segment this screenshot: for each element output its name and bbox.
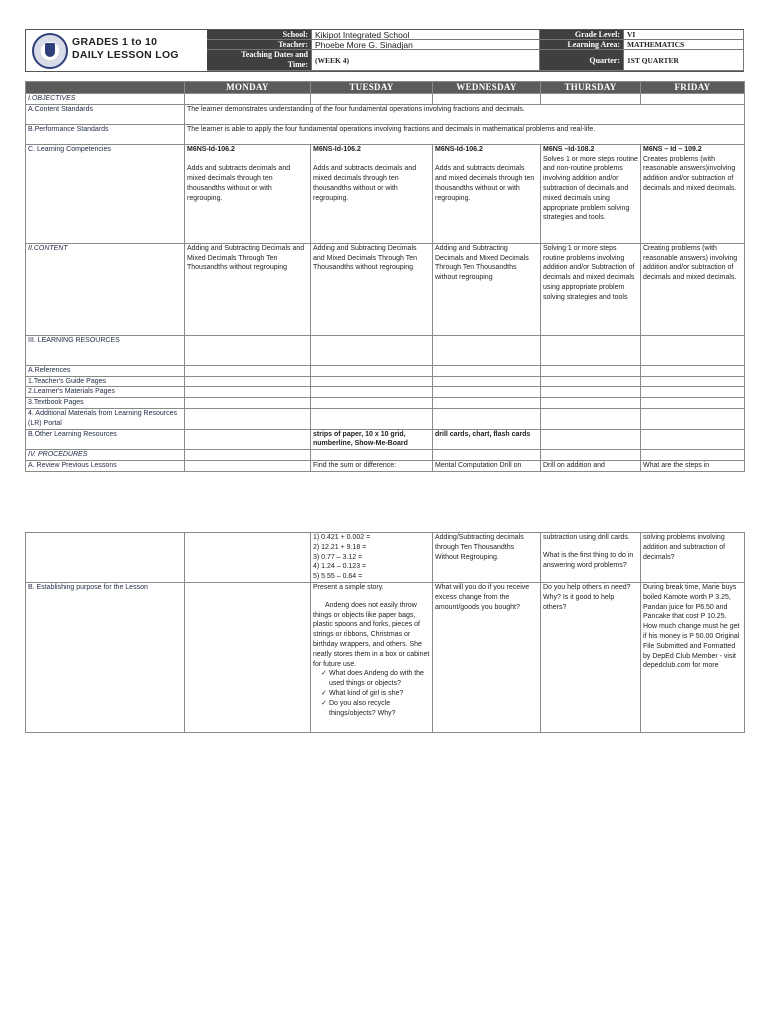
content-wednesday: Adding and Subtracting Decimals and Mixed Decimals Through Ten Thousandths without regrouping: [433, 243, 541, 335]
review-item: 1) 0.421 + 0.002 =: [313, 534, 371, 541]
header-info-grid: [207, 30, 744, 71]
review-item: 3) 0.77 – 3.12 =: [313, 553, 363, 561]
title-line-1: GRADES 1 to 10: [72, 36, 158, 48]
content-row: [26, 243, 745, 335]
competency-friday: [641, 144, 745, 243]
objectives-row: [26, 94, 745, 105]
content-label: II.CONTENT: [26, 243, 185, 335]
competency-code: M6NS – Id – 109.2: [643, 145, 702, 153]
header-box: [25, 29, 744, 72]
review-item: 5) 5.55 – 0.64 =: [313, 573, 363, 581]
resources-row: [26, 335, 745, 365]
header-title: [72, 36, 179, 62]
content-monday: Adding and Subtracting Decimals and Mixed Decimals Through Ten Thousandths without regrouping: [185, 243, 311, 335]
review-label: A. Review Previous Lessons: [26, 460, 185, 471]
competency-tuesday: [311, 144, 433, 243]
purpose-tuesday: [311, 583, 433, 733]
dates-label-line-1: Teaching Dates and: [241, 50, 308, 59]
competency-monday: [185, 144, 311, 243]
learner-materials-row: [26, 387, 745, 398]
review-item: 2) 12.21 + 9.18 =: [313, 543, 367, 551]
purpose-tuesday-story: Andeng does not easily throw things or objects like paper bags, plastic spoons and forks, pieces of strings or ribbons, Christmas or birthday wrappers, and others. She neatly stores them in a box or cabinet for future use.: [313, 601, 430, 668]
quarter-value: 1ST QUARTER: [624, 50, 744, 71]
purpose-thursday: Do you help others in need? Why? Is it good to help others?: [541, 583, 641, 733]
lesson-log-table-continued: [25, 532, 745, 733]
resources-label: III. LEARNING RESOURCES: [26, 335, 185, 365]
school-label: School:: [207, 30, 312, 40]
performance-standards-row: [26, 124, 745, 144]
competency-code: M6NS-Id-106.2: [435, 145, 483, 153]
purpose-friday: During break time, Marie buys boiled Kamote worth P 3.25, Pandan juice for P6.50 and Pancake that cost P 10.25. How much change must he get if his money is P 50.00 Original File Submitted and Formatted by DepEd Club Member - visit depedclub.com for more: [641, 583, 745, 733]
competency-code: M6NS –Id-108.2: [543, 145, 595, 153]
review-thursday: Drill on addition and: [541, 460, 641, 471]
day-tuesday: TUESDAY: [311, 82, 433, 94]
learning-area-label: Learning Area:: [540, 40, 624, 50]
purpose-question: [313, 669, 430, 689]
dates-label: [207, 50, 312, 71]
grade-level-label: Grade Level:: [540, 30, 624, 40]
other-resources-row: [26, 429, 745, 450]
competency-wednesday: [433, 144, 541, 243]
day-friday: FRIDAY: [641, 82, 745, 94]
title-line-2: DAILY LESSON LOG: [72, 49, 179, 61]
review-friday: What are the steps in: [641, 460, 745, 471]
additional-materials-label: 4. Additional Materials from Learning Resources (LR) Portal: [26, 408, 185, 429]
content-tuesday: Adding and Subtracting Decimals and Mixed Decimals Through Ten Thousandths without regrouping: [311, 243, 433, 335]
review-thursday-continued: [541, 533, 641, 583]
competency-text: Creates problems (with reasonable answers)involving addition and/or subtraction of decimals and mixed decimals.: [643, 155, 737, 192]
learning-area-value: MATHEMATICS: [624, 40, 744, 50]
textbook-label: 3.Textbook Pages: [26, 398, 185, 409]
references-row: [26, 365, 745, 376]
purpose-question-text: Do you also recycle things/objects? Why?: [329, 699, 396, 717]
purpose-question: [313, 689, 430, 699]
content-standards-label: A.Content Standards: [26, 104, 185, 124]
content-friday: Creating problems (with reasonable answers) involving addition and/or subtraction of decimals and mixed decimals.: [641, 243, 745, 335]
teacher-guide-label: 1.Teacher's Guide Pages: [26, 376, 185, 387]
competency-text: Adds and subtracts decimals and mixed decimals through ten thousandths without or with regrouping.: [313, 165, 417, 202]
objectives-label: I.OBJECTIVES: [26, 94, 185, 105]
deped-seal-icon: [32, 33, 68, 69]
purpose-question-text: What does Andeng do with the used things or objects?: [329, 670, 424, 688]
procedures-row: [26, 450, 745, 461]
textbook-row: [26, 398, 745, 409]
review-continued-row: [26, 533, 745, 583]
competency-text: Solves 1 or more steps routine and non-routine problems involving addition and/or subtraction of decimals and mixed decimals using appropriate problem solving strategies and tools.: [543, 155, 638, 222]
teacher-value: Phoebe More G. Sinadjan: [312, 40, 540, 50]
review-friday-continued: solving problems involving addition and subtraction of decimals?: [641, 533, 745, 583]
purpose-label: B. Establishing purpose for the Lesson: [26, 583, 185, 733]
purpose-tuesday-intro: Present a simple story.: [313, 584, 384, 591]
quarter-label: Quarter:: [540, 50, 624, 71]
dates-value: (WEEK 4): [312, 50, 540, 71]
review-tuesday: Find the sum or difference:: [311, 460, 433, 471]
grade-level-value: VI: [624, 30, 744, 40]
performance-standards-text: The learner is able to apply the four fundamental operations involving fractions and decimals in mathematical problems and real-life.: [185, 124, 745, 144]
teacher-label: Teacher:: [207, 40, 312, 50]
content-standards-row: [26, 104, 745, 124]
review-thursday-line-1: subtraction using drill cards.: [543, 534, 630, 541]
competency-text: Adds and subtracts decimals and mixed decimals through ten thousandths without or with regrouping.: [187, 165, 291, 202]
review-wednesday: Mental Computation Drill on: [433, 460, 541, 471]
corner-cell: [26, 82, 185, 94]
content-standards-text: The learner demonstrates understanding of the four fundamental operations involving fractions and decimals.: [185, 104, 745, 124]
review-tuesday-items: [311, 533, 433, 583]
purpose-wednesday: What will you do if you receive excess change from the amount/goods you bought?: [433, 583, 541, 733]
content-thursday: Solving 1 or more steps routine problems involving addition and/or Subtraction of decimals and mixed decimals using appropriate problem solving strategies and tools: [541, 243, 641, 335]
other-resources-label: B.Other Learning Resources: [26, 429, 185, 450]
competency-code: M6NS-Id-106.2: [313, 145, 361, 153]
checkmark-icon: ✓: [321, 689, 327, 697]
other-resources-wednesday: drill cards, chart, flash cards: [433, 429, 541, 450]
references-label: A.References: [26, 365, 185, 376]
performance-standards-label: B.Performance Standards: [26, 124, 185, 144]
competency-text: Adds and subtracts decimals and mixed decimals through ten thousandths without or with regrouping.: [435, 165, 535, 202]
checkmark-icon: ✓: [321, 670, 327, 678]
day-monday: MONDAY: [185, 82, 311, 94]
learner-materials-label: 2.Learner's Materials Pages: [26, 387, 185, 398]
lesson-log-table: [25, 81, 745, 472]
additional-materials-row: [26, 408, 745, 429]
review-wednesday-continued: Adding/Subtracting decimals through Ten Thousandths Without Regrouping.: [433, 533, 541, 583]
teacher-guide-row: [26, 376, 745, 387]
review-thursday-line-2: What is the first thing to do in answering word problems?: [543, 551, 634, 569]
competency-code: M6NS-Id-106.2: [187, 145, 235, 153]
competencies-row: [26, 144, 745, 243]
dates-label-line-2: Time:: [287, 60, 308, 69]
review-item: 4) 1.24 – 0.123 =: [313, 563, 367, 571]
competency-thursday: [541, 144, 641, 243]
review-row: [26, 460, 745, 471]
other-resources-tuesday: strips of paper, 10 x 10 grid, numberline, Show-Me-Board: [311, 429, 433, 450]
procedures-label: IV. PROCEDURES: [26, 450, 185, 461]
checkmark-icon: ✓: [321, 699, 327, 707]
purpose-row: [26, 583, 745, 733]
purpose-question-text: What kind of girl is she?: [329, 689, 404, 697]
purpose-question: [313, 699, 430, 719]
day-header-row: [26, 82, 745, 94]
competencies-label: C. Learning Competencies: [26, 144, 185, 243]
day-thursday: THURSDAY: [541, 82, 641, 94]
day-wednesday: WEDNESDAY: [433, 82, 541, 94]
school-value: Kikipot Integrated School: [312, 30, 540, 40]
